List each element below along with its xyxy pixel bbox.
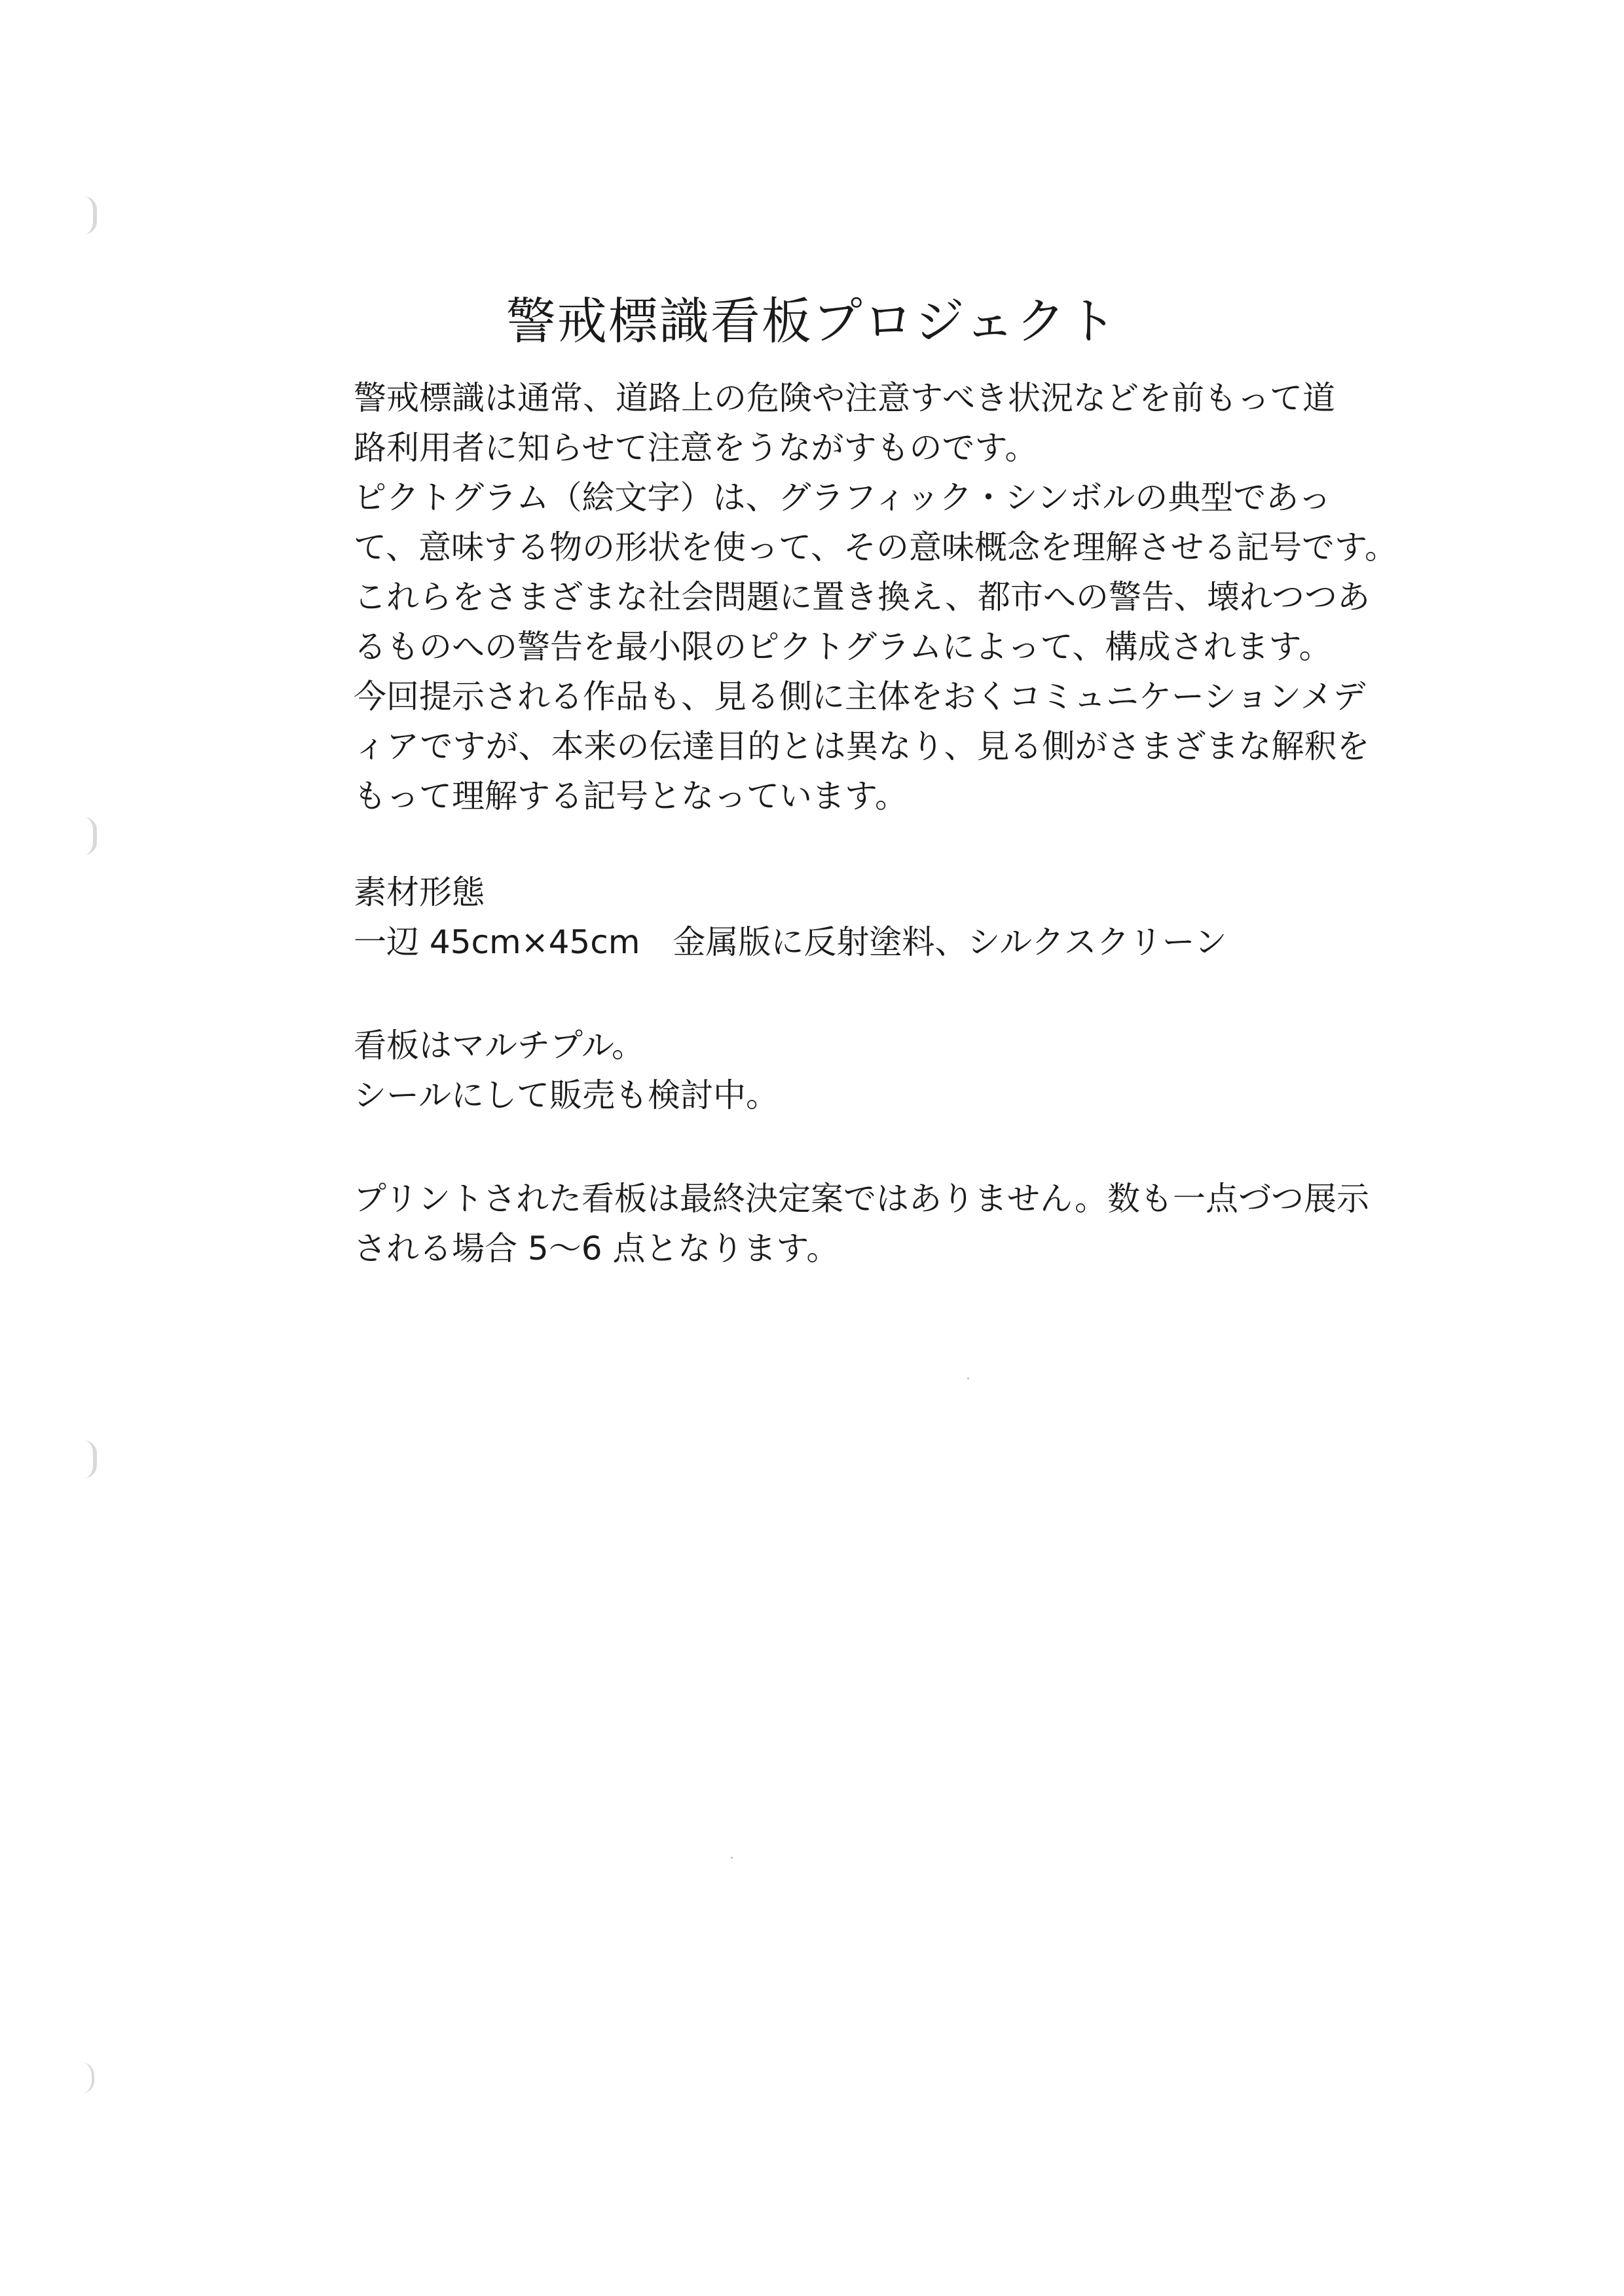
description-line: 路利用者に知らせて注意をうながすものです。 [354, 429, 1038, 467]
description-line: ピクトグラム（絵文字）は、グラフィック・シンボルの典型であっ [354, 479, 1331, 517]
scan-speck [731, 1857, 733, 1859]
description-line: 今回提示される作品も、見る側に主体をおくコミュニケーションメデ [354, 678, 1366, 716]
disclaimer-line: プリントされた看板は最終決定案ではありません。数も一点づつ展示 [354, 1180, 1369, 1218]
description-paragraph [354, 373, 1480, 821]
scan-speck [967, 1377, 969, 1379]
notes-section [354, 1021, 1480, 1120]
description-line: これらをさまざまな社会問題に置き換え、都市への警告、壊れつつあ [354, 578, 1370, 616]
note-line: 看板はマルチプル。 [354, 1027, 644, 1065]
note-line: シールにして販売も検討中。 [354, 1076, 779, 1114]
material-section [354, 867, 1480, 967]
material-spec: 一辺 45cm×45cm 金属版に反射塗料、シルクスクリーン [354, 923, 1227, 961]
description-line: もって理解する記号となっています。 [354, 777, 908, 815]
description-line: 警戒標識は通常、道路上の危険や注意すべき状況などを前もって道 [354, 379, 1335, 417]
disclaimer-section [354, 1174, 1480, 1273]
description-line: るものへの警告を最小限のピクトグラムによって、構成されます。 [354, 628, 1332, 666]
punch-hole-mark [81, 2062, 94, 2094]
punch-hole-mark [84, 1440, 97, 1478]
disclaimer-line: される場合 5〜6 点となります。 [354, 1230, 840, 1267]
description-line: ィアですが、本来の伝達目的とは異なり、見る側がさまざまな解釈を [354, 727, 1370, 765]
material-heading: 素材形態 [354, 873, 485, 911]
punch-hole-mark [84, 817, 97, 855]
description-line: て、意味する物の形状を使って、その意味概念を理解させる記号です。 [354, 528, 1397, 566]
document-title: 警戒標識看板プロジェクト [506, 291, 1118, 350]
punch-hole-mark [84, 196, 97, 234]
